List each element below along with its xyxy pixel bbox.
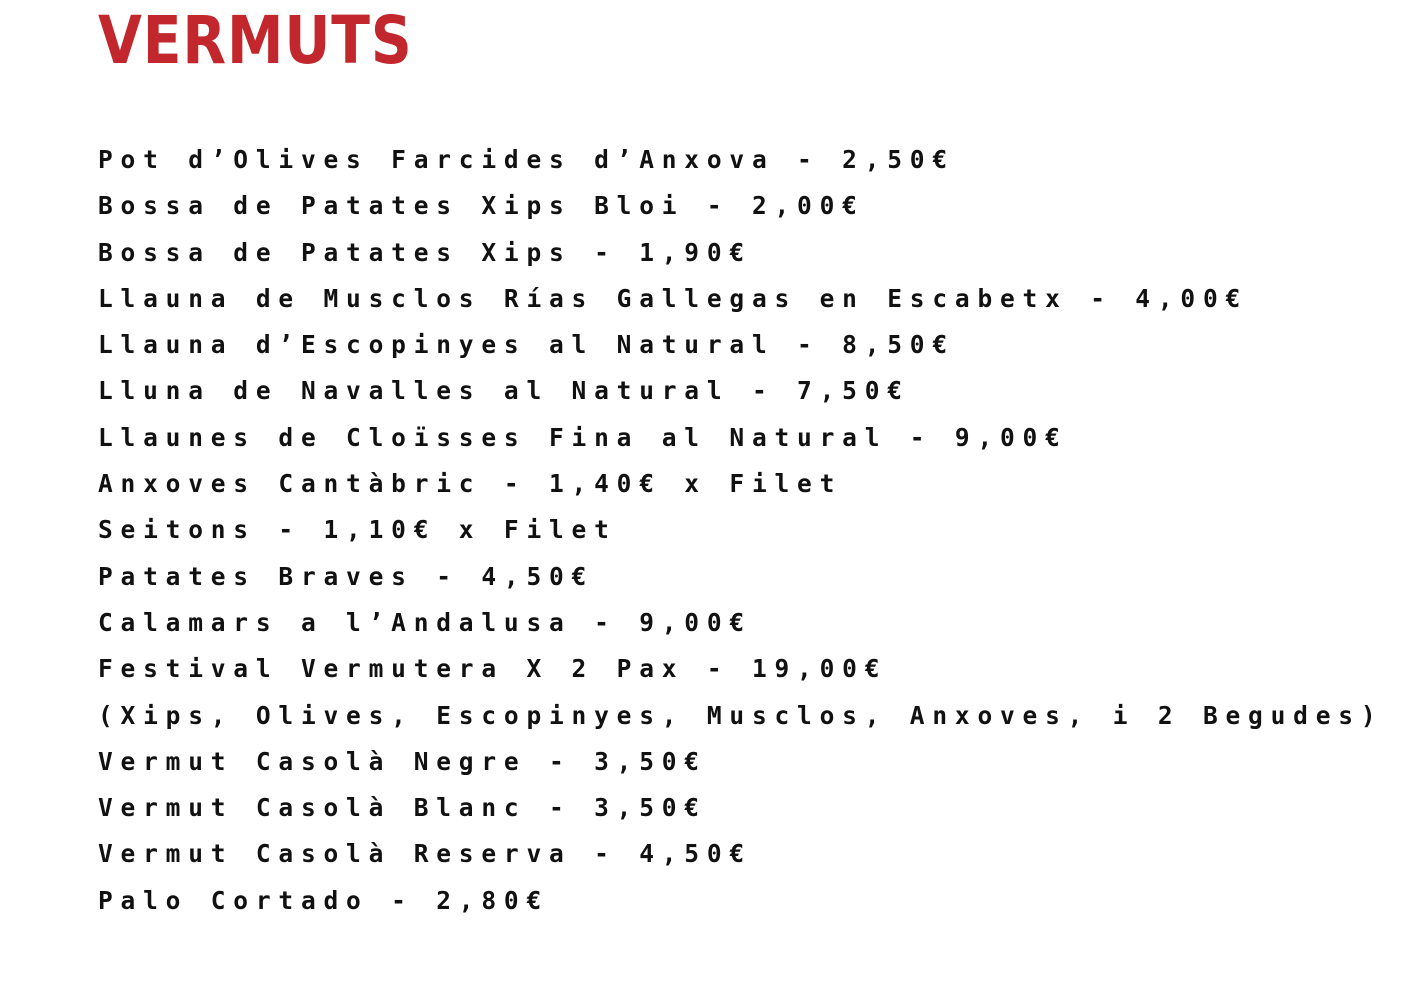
menu-item-patatas-bravas: Patates Braves - 4,50€ xyxy=(98,561,595,591)
menu-item-vermouth-red: Vermut Casolà Negre - 3,50€ xyxy=(98,746,707,776)
menu-item-chips-bloi: Bossa de Patates Xips Bloi - 2,00€ xyxy=(98,191,865,221)
menu-item-calamari: Calamars a l’Andalusa - 9,00€ xyxy=(98,607,752,637)
menu-item-festival-details: (Xips, Olives, Escopinyes, Musclos, Anxoves, i 2 Begudes) xyxy=(98,700,1384,730)
menu-item-chips: Bossa de Patates Xips - 1,90€ xyxy=(98,237,752,267)
menu-item-razor-clams: Lluna de Navalles al Natural - 7,50€ xyxy=(98,376,910,406)
menu-item-vermouth-white: Vermut Casolà Blanc - 3,50€ xyxy=(98,793,707,823)
menu-item-olives: Pot d’Olives Farcides d’Anxova - 2,50€ xyxy=(98,145,955,174)
menu-item-white-anchovies: Seitons - 1,10€ x Filet xyxy=(98,515,617,545)
menu-item-palo-cortado: Palo Cortado - 2,80€ xyxy=(98,885,550,915)
menu-item-mussels: Llauna de Musclos Rías Gallegas en Escabetx - 4,00€ xyxy=(98,283,1249,313)
menu-item-vermouth-reserve: Vermut Casolà Reserva - 4,50€ xyxy=(98,839,752,869)
menu-list xyxy=(98,137,1383,924)
page-title: VERMUTS xyxy=(98,2,413,79)
menu-item-festival: Festival Vermutera X 2 Pax - 19,00€ xyxy=(98,654,888,684)
menu-item-clams: Llaunes de Cloïsses Fina al Natural - 9,00€ xyxy=(98,422,1068,452)
menu-item-cockles: Llauna d’Escopinyes al Natural - 8,50€ xyxy=(98,330,955,360)
menu-item-anchovies: Anxoves Cantàbric - 1,40€ x Filet xyxy=(98,469,843,499)
